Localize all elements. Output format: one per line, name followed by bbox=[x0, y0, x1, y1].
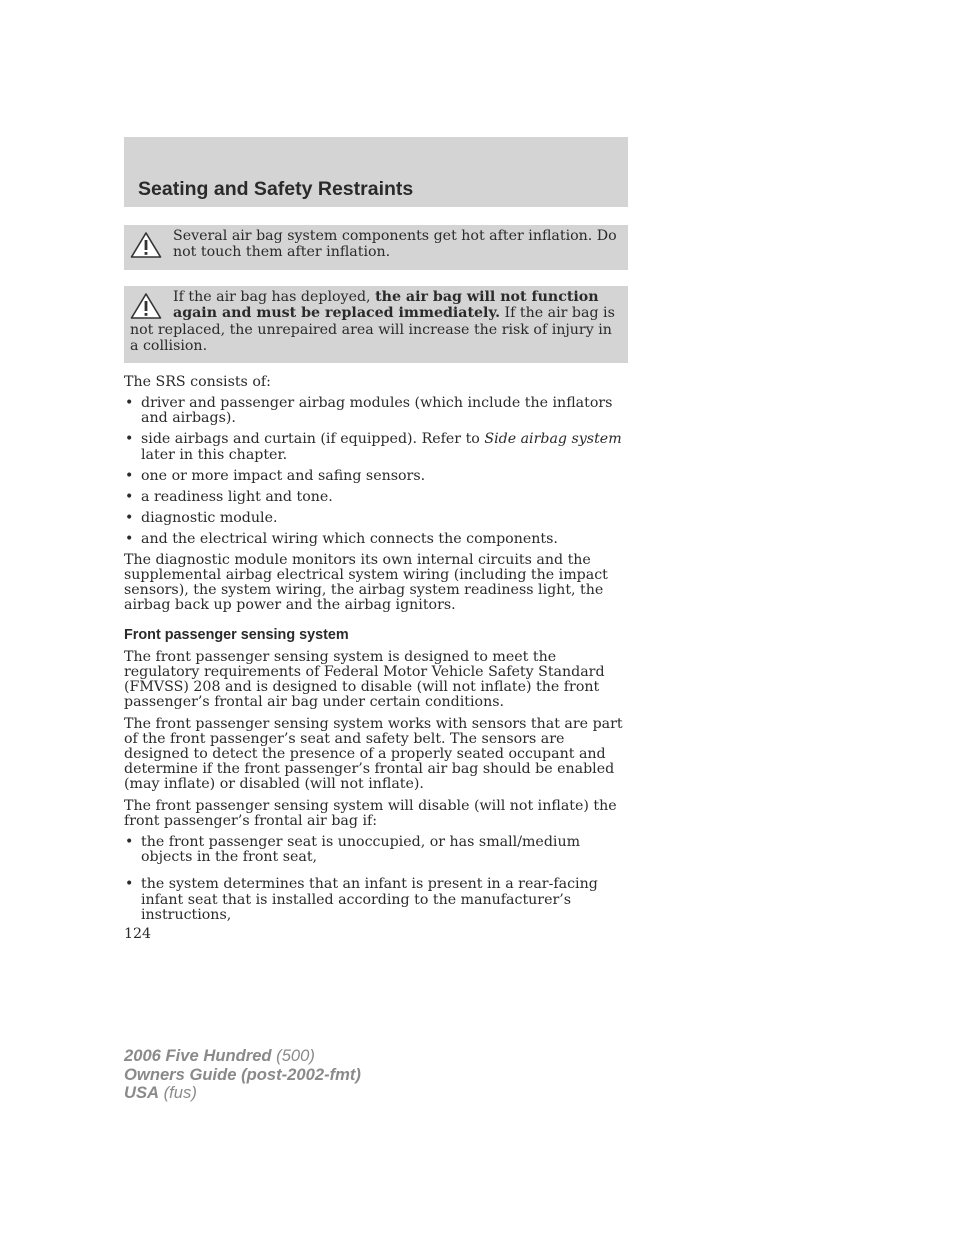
list-item bbox=[124, 432, 630, 462]
list-item: • one or more impact and safing sensors. bbox=[124, 469, 630, 484]
footer-model: 2006 Five Hundred bbox=[124, 1046, 272, 1065]
warning-box-deployed-airbag bbox=[124, 286, 628, 363]
footer-market: USA bbox=[124, 1083, 160, 1102]
list-item: • diagnostic module. bbox=[124, 511, 630, 526]
section-title: Seating and Safety Restraints bbox=[138, 178, 414, 200]
paragraph: The front passenger sensing system works with sensors that are part of the front passenger’s seat and safety belt. The sensors are designed to detect the presence of a properly seated occupant and determine if the front passenger’s frontal air bag should be enabled (may inflate) or disabled (will not inflate). bbox=[124, 715, 623, 793]
list-item-text-post: later in this chapter. bbox=[141, 446, 288, 463]
warning-triangle-icon bbox=[130, 292, 162, 320]
warning-text: Several air bag system components get hot after inflation. Do not touch them after inflation. bbox=[173, 228, 617, 261]
paragraph: The front passenger sensing system will disable (will not inflate) the front passenger’s frontal air bag if: bbox=[124, 797, 617, 829]
list-item: • and the electrical wiring which connects the components. bbox=[124, 532, 630, 547]
footer-line-model bbox=[124, 1047, 361, 1066]
cross-reference: Side airbag system bbox=[484, 431, 622, 448]
list-item: • the front passenger seat is unoccupied, or has small/medium objects in the front seat, bbox=[124, 835, 630, 865]
footer-guide: Owners Guide (post-2002-fmt) bbox=[124, 1064, 361, 1084]
list-item: • the system determines that an infant is present in a rear-facing infant seat that is installed according to the manufacturer’s instructions, bbox=[124, 877, 630, 923]
warning-text-post: If the air bag is not replaced, the unrepaired area will increase the risk of injury in a collision. bbox=[130, 305, 615, 355]
warning-text-bold: the air bag will not function again and must be replaced immediately. bbox=[173, 289, 599, 322]
list-item-text: side airbags and curtain (if equipped). Refer to bbox=[141, 431, 485, 448]
warning-box-hot-components bbox=[124, 225, 628, 270]
footer-model-code: (500) bbox=[271, 1046, 315, 1065]
list-item: • driver and passenger airbag modules (which include the inflators and airbags). bbox=[124, 396, 630, 426]
footer-market-code: (fus) bbox=[159, 1083, 197, 1102]
footer-line-guide bbox=[124, 1066, 361, 1085]
footer-line-market bbox=[124, 1084, 361, 1103]
srs-intro: The SRS consists of: bbox=[124, 374, 271, 390]
section-header-band bbox=[124, 137, 628, 207]
document-footer bbox=[124, 1047, 361, 1103]
diagnostic-module-paragraph: The diagnostic module monitors its own internal circuits and the supplemental airbag electrical system wiring (including the impact sensors), the system wiring, the airbag system readiness light, the airbag back up power and the airbag ignitors. bbox=[124, 551, 608, 614]
paragraph: The front passenger sensing system is designed to meet the regulatory requirements of Federal Motor Vehicle Safety Standard (FMVSS) 208 and is designed to disable (will not inflate) the front passenger’s frontal air bag under certain conditions. bbox=[124, 648, 605, 711]
warning-text-pre: If the air bag has deployed, bbox=[173, 289, 376, 305]
page-number: 124 bbox=[124, 926, 152, 942]
warning-triangle-icon bbox=[130, 231, 162, 259]
main-content bbox=[124, 375, 630, 929]
list-item: • a readiness light and tone. bbox=[124, 490, 630, 505]
front-passenger-heading: Front passenger sensing system bbox=[124, 626, 349, 643]
srs-component-list bbox=[124, 396, 630, 547]
disable-conditions-list bbox=[124, 835, 630, 923]
